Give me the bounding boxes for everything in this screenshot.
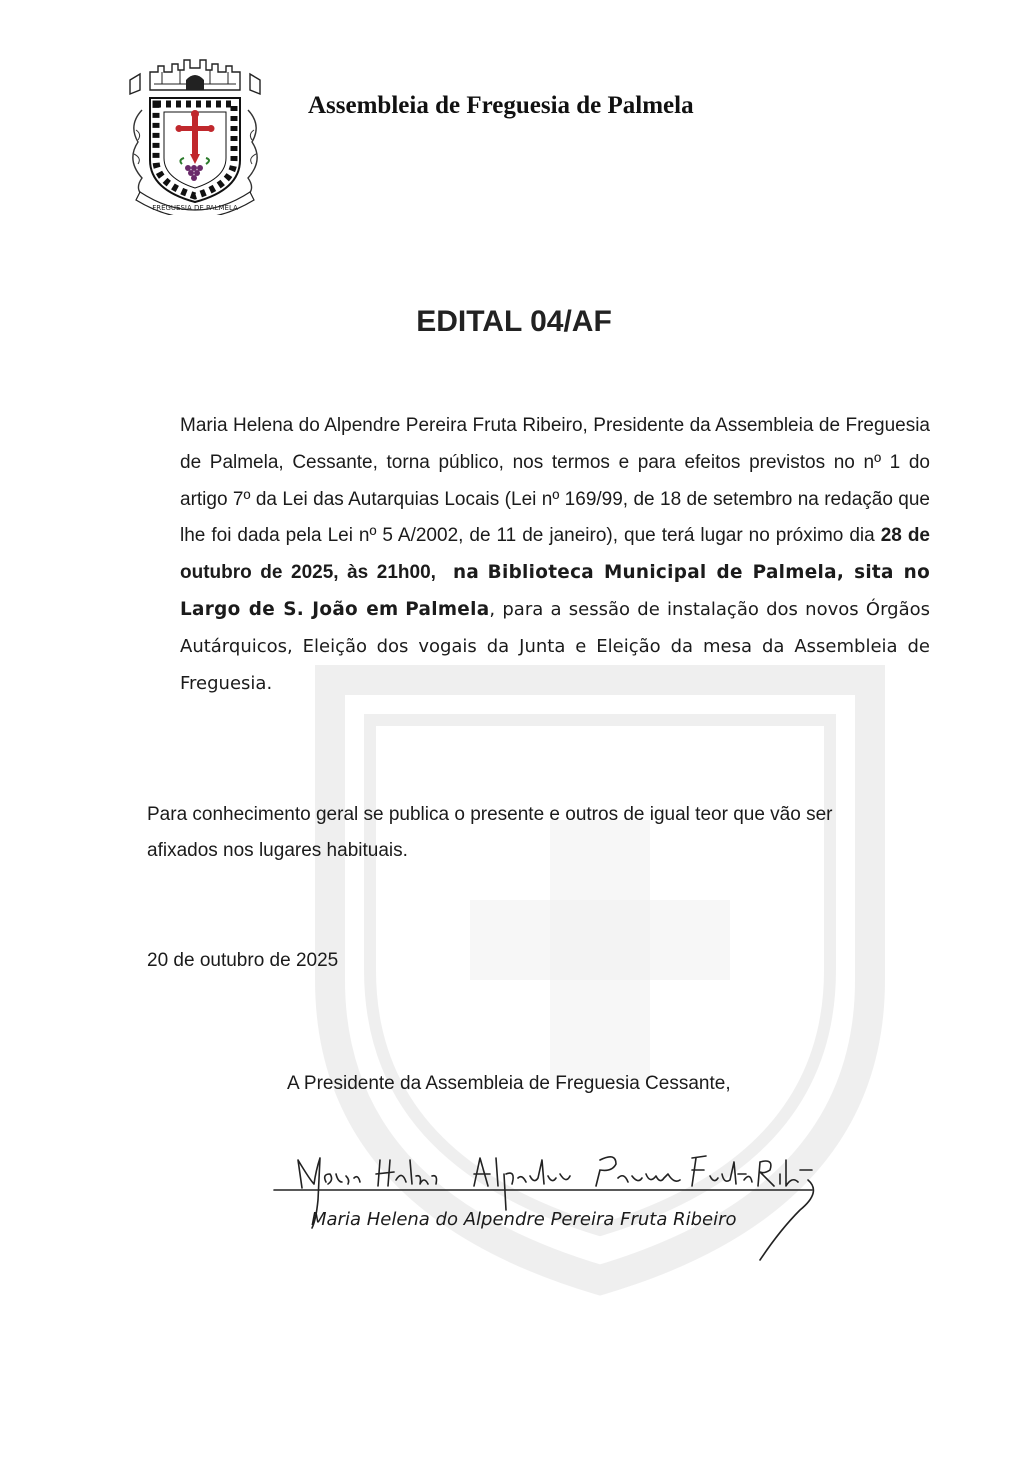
paragraph-line: afixados nos lugares habituais. <box>147 840 408 861</box>
signer-title: A Presidente da Assembleia de Freguesia Cessante, <box>287 1073 731 1094</box>
document-date: 20 de outubro de 2025 <box>147 950 339 971</box>
signer-name: Maria Helena do Alpendre Pereira Fruta Ribeiro <box>311 1209 737 1230</box>
meeting-location: Biblioteca Municipal de Palmela, sita no Largo de S. João em <box>180 562 931 620</box>
header-title: Assembleia de Freguesia de Palmela <box>308 92 694 119</box>
paragraph-line: previstos no nº 1 do artigo 7º da Lei das Autarquias Locais (Lei nº 169/99, de <box>180 451 931 510</box>
body-paragraph-2 <box>147 797 932 869</box>
paragraph-line: Para conhecimento geral se publica o presente e outros de igual teor que vão ser <box>147 804 833 825</box>
paragraph-line: Maria Helena do Alpendre Pereira Fruta Ribeiro, Presidente da Assembleia de <box>180 415 841 436</box>
document-title: EDITAL 04/AF <box>416 305 612 338</box>
crest-ribbon-text: FREGUESIA DE PALMELA <box>152 204 238 212</box>
meeting-date-time: 28 de outubro de 2025, às 21h00, <box>180 525 930 584</box>
paragraph-line: 18 de setembro na redação que lhe foi dada pela Lei nº 5 A/2002, de 11 de <box>180 488 930 547</box>
paragraph-line: , para a sessão de instalação dos novos Órgãos Autárquicos, Eleição <box>180 598 930 657</box>
paragraph-line: janeiro), que terá lugar no próximo dia <box>549 525 881 547</box>
meeting-location-end: Palmela <box>405 598 490 620</box>
paragraph-line: dos vogais da Junta e Eleição da mesa da Assembleia de Freguesia. <box>180 635 930 694</box>
freguesia-crest-logo <box>120 50 270 215</box>
meeting-location-start: na <box>453 562 480 584</box>
body-paragraph-1 <box>180 408 930 702</box>
paragraph-line: Freguesia de Palmela, Cessante, torna público, nos termos e para efeitos <box>180 415 930 473</box>
